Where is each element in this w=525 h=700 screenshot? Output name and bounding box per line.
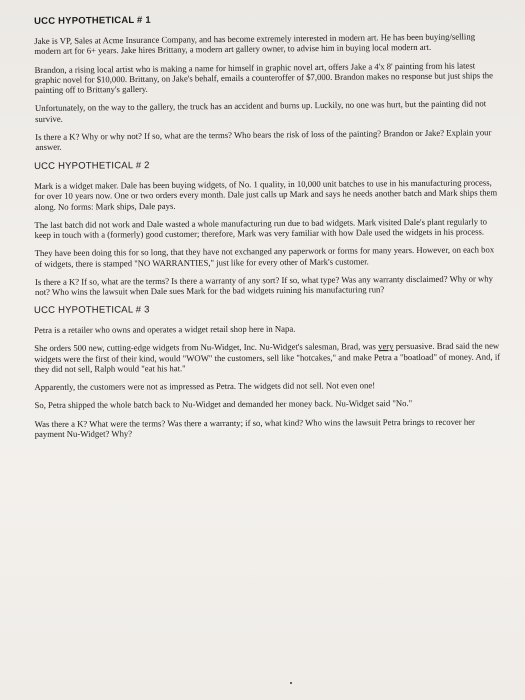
hypothetical-1-question: Is there a K? Why or why not? If so, what are the terms? Who bears the risk of loss of the painting? Brandon or Jake? Explain your answer. — [35, 127, 492, 153]
hypothetical-3-paragraph-2 — [34, 341, 501, 374]
hypothetical-1 — [34, 11, 502, 153]
paragraph-2-part-b: persuasive. Brad said the new widgets were the first of their kind, would "WOW" the customers, sell like "hotcakes," and make Petra a "boatload" of money. And, if they did not sell, Ralph would "eat his hat." — [34, 341, 501, 375]
hypothetical-3-paragraph-3: Apparently, the customers were not as impressed as Petra. The widgets did not sell. Not even one! — [34, 380, 376, 393]
hypothetical-1-title: UCC HYPOTHETICAL # 1 — [34, 14, 151, 27]
hypothetical-2-question: Is there a K? If so, what are the terms? Is there a warranty of any sort? If so, what type? Was any warranty disclaimed? Why or why not? Who wins the lawsuit when Dale sues Mark for the bad widgets ruining his manufacturing run? — [34, 273, 494, 298]
hypothetical-3-question: Was there a K? What were the terms? Was there a warranty; if so, what kind? Who wins the lawsuit Petra brings to recover her payment Nu-Widget? Why? — [34, 416, 475, 440]
hypothetical-1-paragraph-2: Brandon, a rising local artist who is making a name for himself in graphic novel art, offers Jake a 4'x 8' painting from his latest graphic novel for $10,000. Brittany, on Jake's behalf, emails a counteroffer of $7,000. Brandon makes no response but just ships the painting off to Brittany's gallery. — [34, 59, 493, 96]
hypothetical-2 — [34, 157, 502, 297]
paragraph-2-part-a: She orders 500 new, cutting-edge widgets from Nu-Widget, Inc. Nu-Widget's salesman, Brad, was — [34, 341, 379, 354]
hypothetical-2-paragraph-2: The last batch did not work and Dale wasted a whole manufacturing run due to bad widgets. Mark visited Dale's plant regularly to keep in touch with a (formerly) good customer; therefore, Mark was very familiar with how Dale used the widgets in his process. — [34, 216, 487, 240]
hypothetical-3-paragraph-1: Petra is a retailer who owns and operates a widget retail shop here in Napa. — [34, 323, 296, 336]
hypothetical-2-paragraph-1: Mark is a widget maker. Dale has been buying widgets, of No. 1 quality, in 10,000 unit batches to use in his manufacturing process, for over 10 years now. One or two orders every month. Dale just calls up Mark and says he needs another batch and Mark ships them along. No forms: Mark ships, Dale pays. — [34, 177, 498, 212]
page-mark — [290, 682, 292, 684]
hypothetical-1-paragraph-3: Unfortunately, on the way to the gallery, the truck has an accident and burns up. Luckily, no one was hurt, but the painting did not survive. — [34, 98, 487, 124]
hypothetical-1-paragraph-1: Jake is VP, Sales at Acme Insurance Company, and has become extremely interested in modern art. He has been buying/selling modern art for 6+ years. Jake hires Brittany, a modern art gallery owner, to advise him in buying local modern art. — [34, 31, 476, 57]
hypothetical-2-paragraph-3: They have been doing this for so long, that they have not exchanged any paperwork or forms for many years. However, on each box of widgets, there is stamped "NO WARRANTIES," just like for every other of Mark's customer. — [34, 244, 495, 269]
hypothetical-3 — [34, 303, 502, 440]
hypothetical-2-title: UCC HYPOTHETICAL # 2 — [34, 159, 150, 172]
hypothetical-3-paragraph-4: So, Petra shipped the whole batch back to Nu-Widget and demanded her money back. Nu-Widget said "No." — [34, 398, 413, 411]
underlined-word: very — [378, 341, 394, 352]
hypothetical-3-title: UCC HYPOTHETICAL # 3 — [34, 304, 150, 317]
